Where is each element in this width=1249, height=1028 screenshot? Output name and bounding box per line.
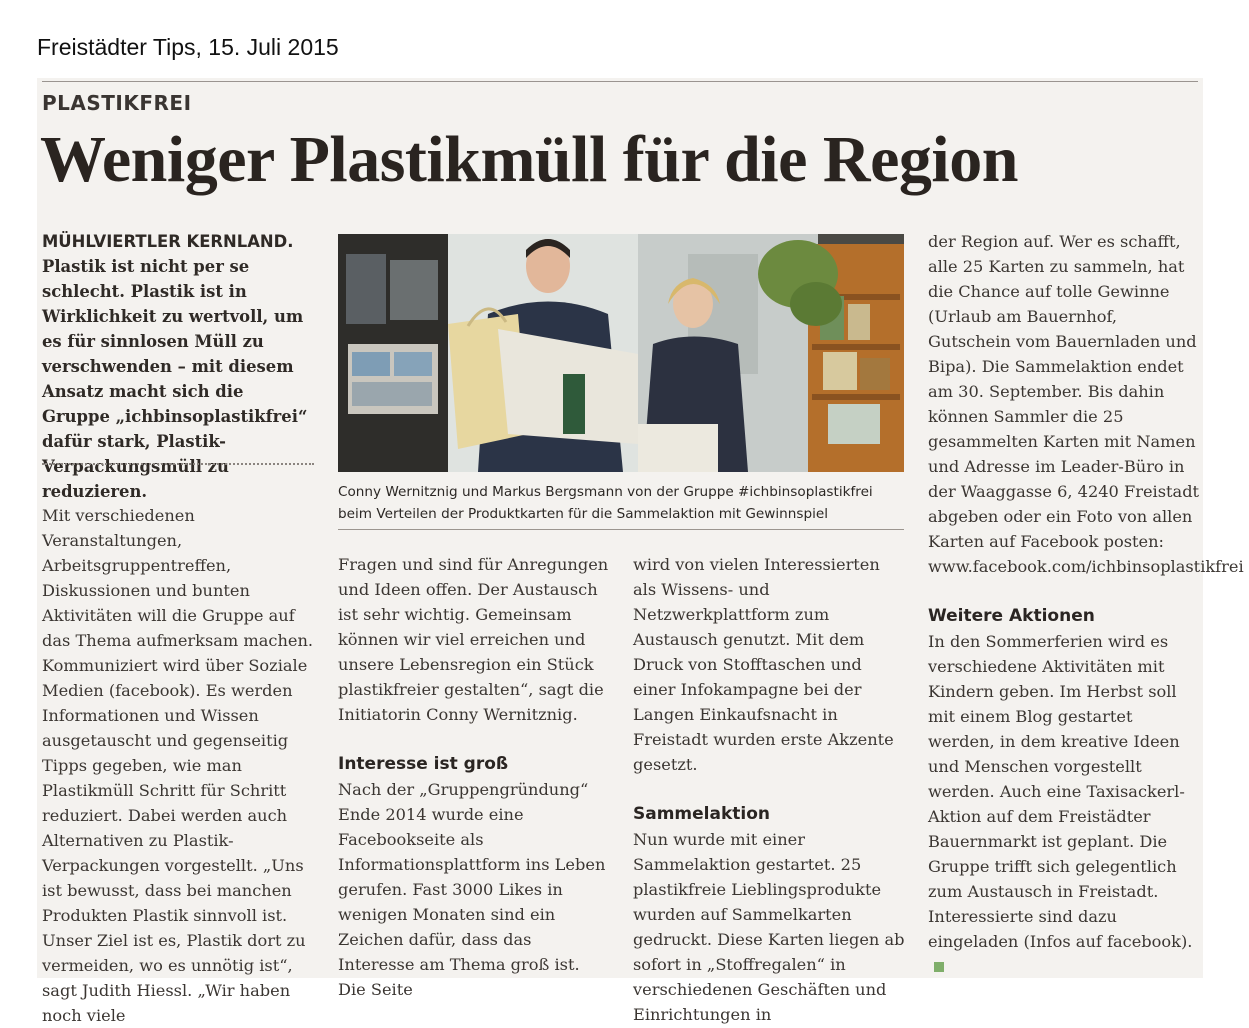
subheading-sammelaktion: Sammelaktion: [633, 804, 771, 824]
source-line: Freistädter Tips, 15. Juli 2015: [37, 34, 339, 60]
headline: Weniger Plastikmüll für die Region: [40, 123, 1018, 196]
column-4: [928, 229, 1244, 979]
article-photo: [338, 234, 904, 472]
column-1-text: Mit verschiedenen Veranstaltungen, Arbeitsgruppentreffen, Diskussionen und bunten Aktivitäten will die Gruppe auf das Thema aufmerksam machen. Kommuniziert wird über Soziale Medien (facebook). Es werden Informationen und Wissen ausgetauscht und gegenseitig Tipps gegeben, wie man Plastikmüll Schritt für Schritt reduziert. Dabei werden auch Alternativen zu Plastik-Verpackungen vorgestellt. „Uns ist bewusst, dass bei manchen Produkten Plastik sinnvoll ist. Unser Ziel ist es, Plastik dort zu vermeiden, wo es unnötig ist“, sagt Judith Hiessl. „Wir haben noch viele: [42, 506, 314, 1025]
lead-separator: [42, 463, 314, 465]
subheading-weitere-aktionen: Weitere Aktionen: [928, 606, 1095, 626]
column-3-text-b: Nun wurde mit einer Sammelaktion gestartet. 25 plastikfreie Lieblingsprodukte wurden auf Sammelkarten gedruckt. Diese Karten liegen ab sofort in „Stoffregalen“ in verschiedenen Geschäften und Einrichtungen in: [633, 830, 905, 1024]
column-1: [42, 503, 314, 1028]
subheading-interesse: Interesse ist groß: [338, 754, 509, 774]
newspaper-clipping: [37, 78, 1244, 1025]
column-2: [338, 552, 610, 1002]
column-2-text-a: Fragen und sind für Anregungen und Ideen offen. Der Austausch ist sehr wichtig. Gemeinsam können wir viel erreichen und unsere Lebensregion ein Stück plastikfreier gestalten“, sagt die Initiatorin Conny Wernitznig.: [338, 555, 609, 724]
dateline: MÜHLVIERTLER KERNLAND.: [42, 232, 294, 251]
column-4-text-a: der Region auf. Wer es schafft, alle 25 Karten zu sammeln, hat die Chance auf tolle Gewinne (Urlaub am Bauernhof, Gutschein vom Bauernladen und Bipa). Die Sammelaktion endet am 30. September. Bis dahin können Sammler die 25 gesammelten Karten mit Namen und Adresse im Leader-Büro in der Waaggasse 6, 4240 Freistadt abgeben oder ein Foto von allen Karten auf Facebook posten: www.facebook.com/ichbinsoplastikfrei: [928, 232, 1244, 576]
caption-rule: [338, 529, 904, 530]
end-of-article-square-icon: [934, 962, 944, 972]
top-rule: [42, 81, 1198, 82]
column-2-text-b: Nach der „Gruppengründung“ Ende 2014 wurde eine Facebookseite als Informationsplattform ins Leben gerufen. Fast 3000 Likes in wenigen Monaten sind ein Zeichen dafür, dass das Interesse am Thema groß ist. Die Seite: [338, 780, 606, 999]
kicker: PLASTIKFREI: [42, 91, 192, 115]
lead-text: Plastik ist nicht per se schlecht. Plastik ist in Wirklichkeit zu wertvoll, um es für sinnlosen Müll zu verschwenden – mit diesem Ansatz macht sich die Gruppe „ichbinsoplastikfrei“ dafür stark, Plastik-Verpackungsmüll zu reduzieren.: [42, 257, 308, 501]
photo-two-people-with-bags-icon: [338, 234, 904, 472]
column-4-text-b: In den Sommerferien wird es verschiedene Aktivitäten mit Kindern geben. Im Herbst soll mit einem Blog gestartet werden, in dem kreative Ideen und Menschen vorgestellt werden. Auch eine Taxisackerl-Aktion auf dem Freistädter Bauernmarkt ist geplant. Die Gruppe trifft sich gelegentlich zum Austausch in Freistadt. Interessierte sind dazu eingeladen (Infos auf facebook).: [928, 632, 1193, 951]
column-3: [633, 552, 905, 1027]
column-3-text-a: wird von vielen Interessierten als Wissens- und Netzwerkplattform zum Austausch genutzt. Mit dem Druck von Stofftaschen und einer Infokampagne bei der Langen Einkaufsnacht in Freistadt wurden erste Akzente gesetzt.: [633, 555, 894, 774]
photo-caption: Conny Wernitznig und Markus Bergsmann von der Gruppe #ichbinsoplastikfrei beim Verteilen der Produktkarten für die Sammelaktion mit Gewinnspiel: [338, 484, 873, 522]
